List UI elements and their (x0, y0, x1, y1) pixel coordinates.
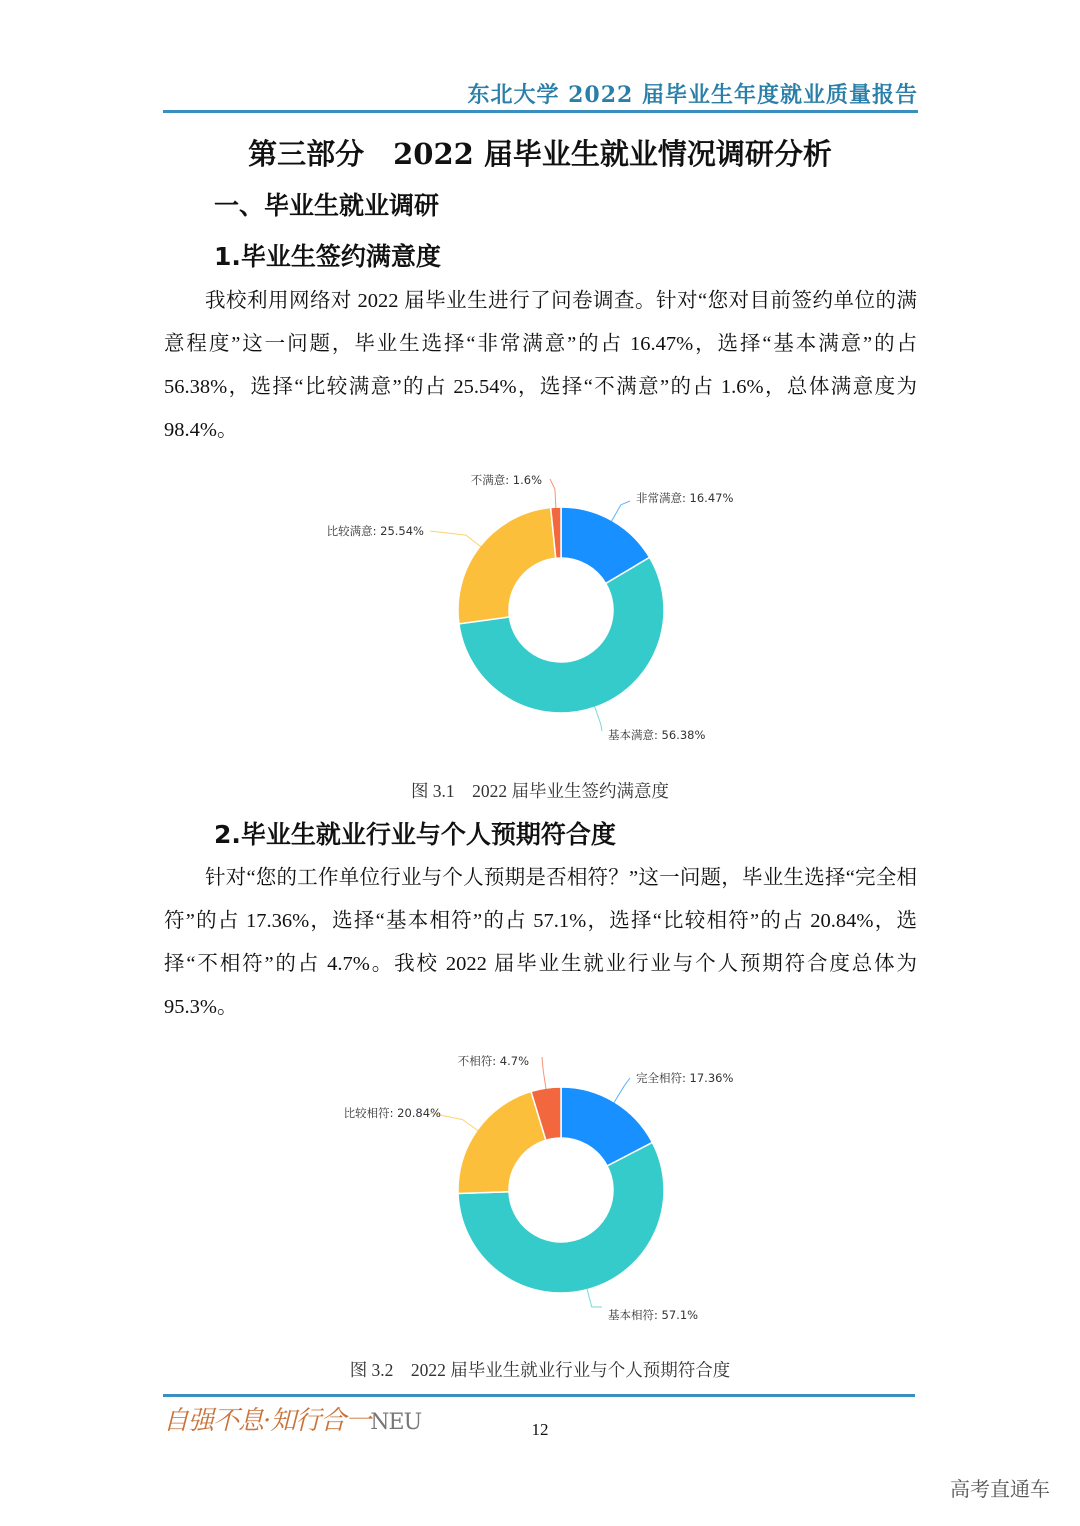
subsection-2-title: 2.毕业生就业行业与个人预期符合度 (214, 820, 616, 849)
watermark: 高考直通车 (950, 1477, 1050, 1501)
donut-chart-2-svg (300, 1045, 820, 1345)
leader-line-2 (430, 531, 482, 547)
motto-neu: NEU (370, 1410, 422, 1435)
slice-label-3: 不相符: 4.7% (457, 1054, 529, 1068)
donut-slice-2 (458, 508, 556, 624)
section-title: 一、毕业生就业调研 (214, 191, 440, 220)
leader-line-1 (587, 1288, 602, 1307)
subsection-1-title: 1.毕业生签约满意度 (214, 242, 441, 271)
motto-text: 自强不息·知行合一 (163, 1406, 371, 1436)
leader-line-1 (594, 705, 602, 731)
figure-3-2-caption: 图 3.2 2022 届毕业生就业行业与个人预期符合度 (349, 1360, 731, 1380)
subsection-2-paragraph: 针对“您的工作单位行业与个人预期是否相符？”这一问题，毕业生选择“完全相符”的占 17.36%，选择“基本相符”的占 57.1%，选择“比较相符”的占 20.84%，选择“不相符”的占 4.7%。我校 2022 届毕业生就业行业与个人预期符合度总体为 95.3%。 (164, 867, 917, 1018)
slice-label-2: 比较满意: 25.54% (326, 524, 424, 538)
leader-line-3 (550, 479, 556, 509)
slice-label-0: 完全相符: 17.36% (636, 1071, 734, 1085)
donut-chart-expectation-match (300, 1045, 820, 1345)
slice-label-1: 基本满意: 56.38% (608, 728, 706, 742)
page-number: 12 (531, 1420, 549, 1439)
leader-line-0 (611, 501, 630, 522)
leader-line-0 (613, 1078, 630, 1104)
footer-divider (163, 1394, 915, 1397)
slice-label-3: 不满意: 1.6% (470, 473, 542, 487)
donut-chart-satisfaction (300, 465, 820, 765)
slice-label-1: 基本相符: 57.1% (608, 1308, 699, 1322)
donut-chart-1-svg (300, 465, 820, 765)
subsection-1-paragraph: 我校利用网络对 2022 届毕业生进行了问卷调查。针对“您对目前签约单位的满意程度”这一问题，毕业生选择“非常满意”的占 16.47%，选择“基本满意”的占 56.38%，选择“比较满意”的占 25.54%，选择“不满意”的占 1.6%，总体满意度为 98.4%。 (164, 290, 917, 441)
figure-3-1-caption: 图 3.1 2022 届毕业生签约满意度 (410, 781, 670, 801)
header-divider (163, 110, 918, 113)
slice-label-0: 非常满意: 16.47% (636, 491, 734, 505)
donut-slice-2 (458, 1091, 546, 1193)
slice-label-2: 比较相符: 20.84% (343, 1106, 441, 1120)
part-title: 第三部分 2022 届毕业生就业情况调研分析 (248, 137, 832, 171)
leader-line-3 (542, 1057, 546, 1090)
report-header-title: 东北大学 2022 届毕业生年度就业质量报告 (467, 82, 918, 108)
